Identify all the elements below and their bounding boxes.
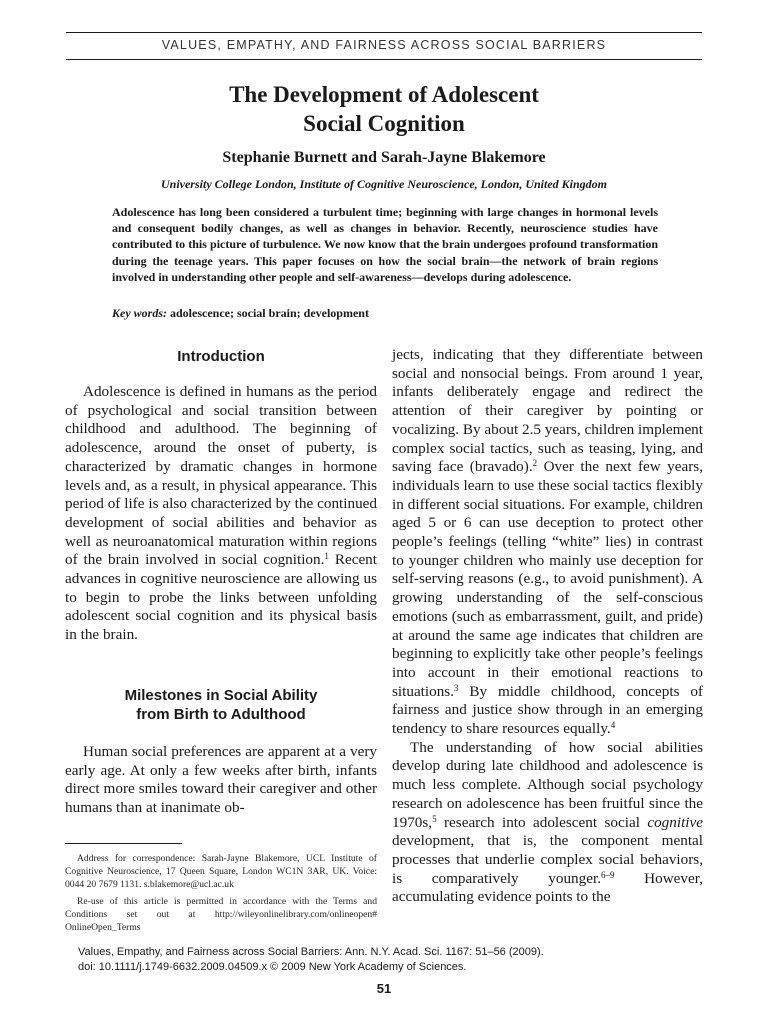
affiliation: University College London, Institute of Cognitive Neuroscience, London, United Kingdom <box>160 177 607 191</box>
right-p1-text-c: By middle childhood, concepts of fairness and justice show through in an emerging tendency to share resources equally. <box>392 682 703 738</box>
keywords-label: Key words: <box>112 306 167 320</box>
abstract: Adolescence has long been considered a turbulent time; beginning with large changes in hormonal levels and consequent bodily changes, as well as changes in behavior. Recently, neuroscience studies have contributed to this picture of turbulence. We now know that the brain undergoes profound transformation during the teenage years. This paper focuses on how the social brain—the network of brain regions involved in understanding other people and self-awareness—develops during adolescence. <box>112 205 658 284</box>
ref-2: 2 <box>532 458 538 469</box>
authors: Stephanie Burnett and Sarah-Jayne Blakemore <box>222 149 546 166</box>
ref-1: 1 <box>324 551 329 562</box>
heading-introduction: Introduction <box>177 348 265 365</box>
milestones-paragraph: Human social preferences are apparent at a very early age. At only a few weeks after birth, infants direct more smiles toward their caregiver and other humans than at inanimate ob- <box>65 743 377 817</box>
ref-4: 4 <box>610 720 616 731</box>
intro-text-b: Recent advances in cognitive neuroscience are allowing us to begin to probe the links between unfolding adolescent social cognition and its physical basis in the brain. <box>65 551 377 644</box>
right-column-body <box>392 346 703 907</box>
right-p1-text-a: jects, indicating that they differentiate between social and nonsocial beings. From around 1 year, infants deliberately engage and redirect the attention of their caregiver by pointing or vocalizing. By about 2.5 years, children implement complex social tactics, such as teasing, lying, and saving face (bravado). <box>392 346 703 476</box>
header-bottom-rule <box>66 59 702 60</box>
right-p2-text-d: However, accumulating evidence points to the <box>392 869 703 906</box>
ref-3: 3 <box>454 682 459 693</box>
right-p2-text-b: research into adolescent social <box>436 813 648 831</box>
footnote-rule <box>65 843 182 844</box>
ref-6-9: 6–9 <box>601 869 615 880</box>
right-p1-text-b: Over the next few years, individuals learn to use these social tactics flexibly in different social situations. For example, children aged 5 or 6 can use deception to protect other people’s feelings (telling “white” lies) in contrast to younger children who mainly use deception for self-serving reasons (e.g., to avoid punishment). A growing understanding of the self-conscious emotions (such as embarrassment, guilt, and pride) at around the same age indicates that children are beginning to explicitly take other people’s feelings into account in their emotional reactions to situations. <box>392 458 703 700</box>
intro-body <box>65 383 377 645</box>
intro-paragraph <box>65 383 377 645</box>
intro-text-a: Adolescence is defined in humans as the period of psychological and social transition between childhood and adulthood. The beginning of adolescence, around the onset of puberty, is characterized by dramatic changes in hormone levels and, as a result, in physical appearance. This period of life is also characterized by the continued development of social abilities and behavior as well as neuroanatomical maturation within regions of the brain involved in social cognition. <box>65 383 377 569</box>
heading-milestones <box>65 686 377 724</box>
page-number: 51 <box>376 981 392 996</box>
citation-line-1: Values, Empathy, and Fairness across Social Barriers: Ann. N.Y. Acad. Sci. 1167: 51–56 (2009). <box>78 946 544 958</box>
running-head: VALUES, EMPATHY, AND FAIRNESS ACROSS SOCIAL BARRIERS <box>161 38 607 52</box>
right-p2-text-a: The understanding of how social abilities develop during late childhood and adolescence is much less complete. Although social psychology research on adolescence has been fruitful since the 1970s, <box>392 738 703 831</box>
footnotes <box>65 852 377 937</box>
right-p2-italic: cognitive <box>647 813 703 831</box>
title-line-2: Social Cognition <box>303 111 465 136</box>
right-p2-text-c: development, that is, the component mental processes that underlie complex social behaviors, is comparatively younger. <box>392 832 703 887</box>
footnote-license: Re-use of this article is permitted in accordance with the Terms and Conditions set out at http://wileyonlinelibrary.com/onlineopen# OnlineOpen_Terms <box>65 895 377 934</box>
header-top-rule <box>66 32 702 33</box>
title-line-1: The Development of Adolescent <box>229 82 539 107</box>
article-title <box>84 80 684 138</box>
footnote-correspondence: Address for correspondence: Sarah-Jayne Blakemore, UCL Institute of Cognitive Neuroscience, 17 Queen Square, London WC1N 3AR, UK. Voice: 0044 20 7679 1131. s.blakemore@ucl.ac.uk <box>65 853 377 891</box>
keywords-list: adolescence; social brain; development <box>170 306 369 320</box>
citation <box>78 945 698 975</box>
milestones-heading-line-2: from Birth to Adulthood <box>136 706 306 723</box>
citation-line-2: doi: 10.1111/j.1749-6632.2009.04509.x © 2009 New York Academy of Sciences. <box>78 961 467 973</box>
right-paragraph-2 <box>392 739 703 907</box>
ref-5: 5 <box>432 813 437 824</box>
right-paragraph-1 <box>392 346 703 739</box>
milestones-heading-line-1: Milestones in Social Ability <box>124 687 318 704</box>
keywords <box>112 306 658 321</box>
milestones-body <box>65 743 377 818</box>
